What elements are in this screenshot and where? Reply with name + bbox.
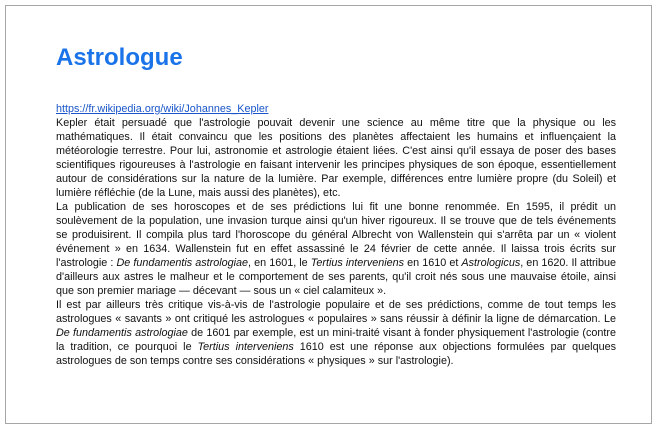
italic-title-run: De fundamentis astrologiae [56, 327, 188, 339]
paragraph [56, 116, 616, 200]
text-run: 1610 est une réponse aux objections formulées par quelques astrologues de son temps contre ses considérations « physiques » sur l'astrologie). [56, 341, 616, 367]
paragraph-list [56, 116, 616, 368]
text-run: , en 1601, le [248, 257, 311, 269]
italic-title-run: De fundamentis astrologiae [116, 257, 249, 269]
document-title: Astrologue [56, 44, 183, 71]
paragraph [56, 298, 616, 368]
italic-title-run: Tertius interveniens [197, 341, 294, 353]
document-page [5, 5, 652, 424]
text-run: Il est par ailleurs très critique vis-à-vis de l'astrologie populaire et de ses prédictions, comme de tout temps les astrologues « savants » ont critiqué les astrologues « populaires » sans réussir à définir la ligne de démarcation. Le [56, 299, 616, 325]
text-run: de 1601 par exemple, est un mini-traité visant à fonder physiquement l'astrologie (contre la tradition, ce pourquoi le [56, 327, 616, 353]
italic-title-run: Tertius interveniens [310, 257, 405, 269]
text-run: La publication de ses horoscopes et de ses prédictions lui fit une bonne renommée. En 1595, il prédit un soulèvement de la population, une invasion turque ainsi qu'un hiver rigoureux. Il se trouve que de tels événements se produisirent. Il compila plus tard l'horoscope du général Albrecht von Wallenstein qui s'arrêta par un « violent événement » en 1634. Wallenstein fut en effet assassiné le 24 février de cette année. Il laissa trois écrits sur l'astrologie : [56, 201, 616, 269]
italic-title-run: Astrologicus [461, 257, 521, 269]
text-run: , en 1620. Il attribue d'ailleurs aux astres le malheur et le comportement de ses parents, qu'il croit nés sous une mauvaise étoile, ainsi que son premier mariage — décevant — sous un « ciel calamiteux ». [56, 257, 616, 297]
paragraph [56, 200, 616, 298]
text-run: Kepler était persuadé que l'astrologie pouvait devenir une science au même titre que la physique ou les mathématiques. Il était convaincu que les positions des planètes affectaient les humains et influençaient la météorologie terrestre. Pour lui, astronomie et astrologie étaient liées. C'est ainsi qu'il essaya de poser des bases scientifiques rigoureuses à l'astrologie en faisant intervenir les principes physiques de son époque, essentiellement autour de considérations sur la nature de la lumière. Par exemple, différences entre lumière propre (du Soleil) et lumière réfléchie (de la Lune, mais aussi des planètes), etc. [56, 117, 616, 199]
source-link[interactable]: https://fr.wikipedia.org/wiki/Johannes_Kepler [56, 103, 269, 115]
document-body [56, 102, 616, 368]
text-run: en 1610 et [404, 257, 462, 269]
